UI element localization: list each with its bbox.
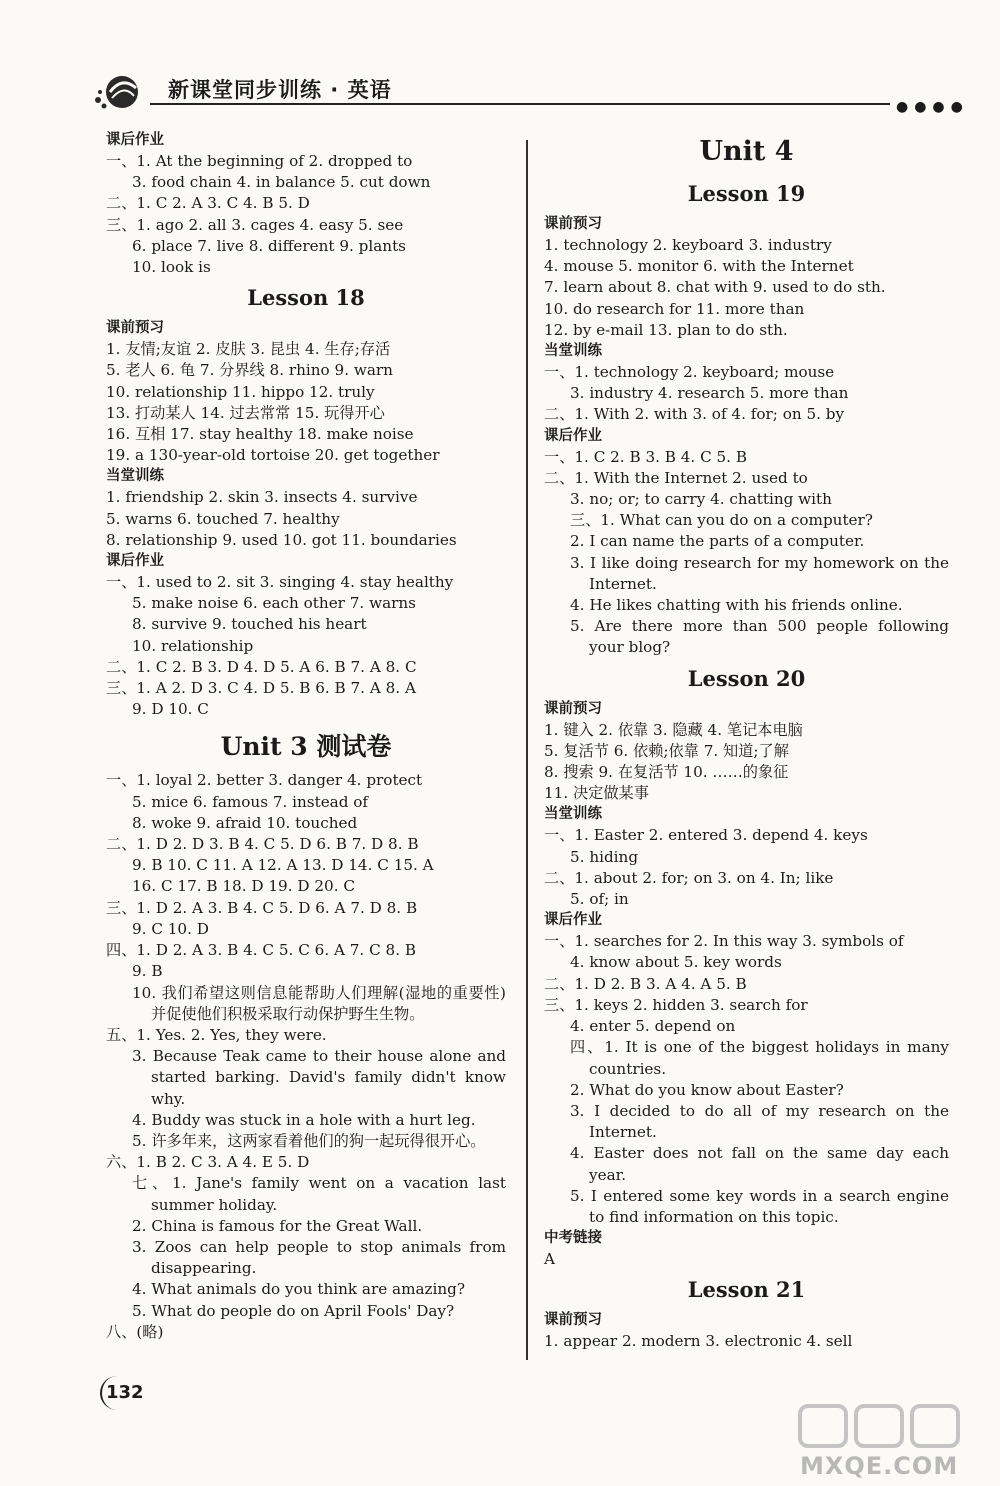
right-answer-line: 4. enter 5. depend on xyxy=(570,1017,736,1036)
right-answer-line: 二、1. about 2. for; on 3. on 4. In; like xyxy=(544,868,834,887)
column-divider xyxy=(526,140,528,1360)
right-answer-line: 一、1. technology 2. keyboard; mouse xyxy=(544,363,835,382)
right-answer-line: 4. know about 5. key words xyxy=(570,953,782,972)
right-answer-line: 3. no; or; to carry 4. chatting with xyxy=(570,490,832,509)
left-unit-test-title: Unit 3 测试卷 xyxy=(220,732,392,762)
left-answer-line: 三、1. ago 2. all 3. cages 4. easy 5. see xyxy=(106,215,404,234)
left-answer-line: 10. relationship 11. hippo 12. truly xyxy=(106,382,375,401)
right-section-heading: 课后作业 xyxy=(544,912,602,929)
right-answer-item: 2. What do you know about Easter? xyxy=(570,1080,844,1099)
right-answer-item: 4. Easter does not fall on the same day each year. xyxy=(570,1144,949,1184)
book-logo-icon xyxy=(92,70,150,112)
page-header xyxy=(0,0,1000,115)
right-answer-line: 11. 决定做某事 xyxy=(544,784,649,803)
right-answer-line: 二、1. With 2. with 3. of 4. for; on 5. by xyxy=(544,405,845,424)
book-title: 新课堂同步训练 · 英语 xyxy=(168,78,392,102)
left-answer-line: 10. look is xyxy=(132,258,211,277)
left-answer-line: 10. relationship xyxy=(132,636,254,655)
left-answer-line: 13. 打动某人 14. 过去常常 15. 玩得开心 xyxy=(106,403,385,422)
left-section-heading: 课前预习 xyxy=(106,320,164,337)
right-answer-line: 10. do research for 11. more than xyxy=(544,299,805,318)
right-section-heading: 课前预习 xyxy=(544,216,602,232)
left-section-heading: 当堂训练 xyxy=(106,468,164,485)
right-section-heading: 课前预习 xyxy=(544,700,602,717)
left-answer-item: 4. What animals do you think are amazing? xyxy=(132,1280,466,1299)
left-answer-line: 16. C 17. B 18. D 19. D 20. C xyxy=(132,877,355,896)
right-answer-line: 1. technology 2. keyboard 3. industry xyxy=(544,236,832,254)
left-answer-line: 六、1. B 2. C 3. A 4. E 5. D xyxy=(106,1153,310,1172)
left-answer-line: 二、1. D 2. D 3. B 4. C 5. D 6. B 7. D 8. B xyxy=(106,835,419,854)
left-answer-line: 一、1. At the beginning of 2. dropped to xyxy=(106,152,413,170)
right-answer-item: 3. I like doing research for my homework on the Internet. xyxy=(570,553,949,593)
right-answer-line: 三、1. keys 2. hidden 3. search for xyxy=(544,995,808,1014)
left-answer-line: 9. D 10. C xyxy=(132,700,209,719)
left-answer-line: 1. friendship 2. skin 3. insects 4. survive xyxy=(106,488,418,507)
left-answer-line: 5. warns 6. touched 7. healthy xyxy=(106,509,340,528)
right-answer-item: 5. I entered some key words in a search engine to find information on this topic. xyxy=(570,1186,949,1226)
left-answer-item: 4. Buddy was stuck in a hole with a hurt leg. xyxy=(132,1110,476,1129)
left-answer-item: 5. 许多年来，这两家看着他们的狗一起玩得很开心。 xyxy=(132,1131,486,1150)
left-answer-item: 2. China is famous for the Great Wall. xyxy=(132,1216,423,1235)
right-answer-line: 5. 复活节 6. 依赖;依靠 7. 知道;了解 xyxy=(544,741,789,760)
header-rule xyxy=(150,103,890,105)
right-answer-line: 一、1. searches for 2. In this way 3. symbols of xyxy=(544,932,904,951)
right-unit-title: Unit 4 xyxy=(699,136,794,167)
left-answer-line: 16. 互相 17. stay healthy 18. make noise xyxy=(106,425,414,444)
right-answer-item: 四、1. It is one of the biggest holidays in many countries. xyxy=(570,1038,949,1078)
left-answer-line: 5. 老人 6. 龟 7. 分界线 8. rhino 9. warn xyxy=(106,361,393,380)
right-answer-line: 3. industry 4. research 5. more than xyxy=(570,384,849,403)
right-answer-item: 5. Are there more than 500 people following your blog? xyxy=(570,617,949,657)
left-answer-item: 10. 我们希望这则信息能帮助人们理解(湿地的重要性)并促使他们积极采取行动保护野生生物。 xyxy=(132,983,506,1023)
right-answer-line: 1. 键入 2. 依靠 3. 隐藏 4. 笔记本电脑 xyxy=(544,720,803,739)
right-answer-line: A xyxy=(544,1250,555,1269)
right-answer-line: 一、1. C 2. B 3. B 4. C 5. B xyxy=(544,447,747,466)
left-answer-line: 3. food chain 4. in balance 5. cut down xyxy=(132,173,431,192)
right-answer-item: 3. I decided to do all of my research on the Internet. xyxy=(570,1101,949,1142)
right-answer-item: 4. He likes chatting with his friends online. xyxy=(570,596,903,615)
left-answer-line: 一、1. used to 2. sit 3. singing 4. stay healthy xyxy=(106,573,454,592)
right-answer-item: 2. I can name the parts of a computer. xyxy=(570,532,865,551)
header-dots-decoration: ●●●● xyxy=(896,99,969,115)
right-section-heading: 课前预习 xyxy=(544,1312,602,1329)
right-lesson-title: Lesson 20 xyxy=(687,665,806,691)
left-answer-item: 3. Because Teak came to their house alone and started barking. David's family didn't know why. xyxy=(132,1047,506,1108)
left-answer-line: 一、1. loyal 2. better 3. danger 4. protect xyxy=(106,771,423,790)
left-answer-item: 七、1. Jane's family went on a vacation last summer holiday. xyxy=(132,1174,506,1214)
right-answer-line: 4. mouse 5. monitor 6. with the Internet xyxy=(544,257,854,276)
right-section-heading: 当堂训练 xyxy=(544,806,602,823)
watermark-text: MXQE.COM xyxy=(800,1452,959,1480)
right-answer-item: 三、1. What can you do on a computer? xyxy=(570,511,873,530)
left-answer-line: 三、1. D 2. A 3. B 4. C 5. D 6. A 7. D 8. B xyxy=(106,898,418,917)
right-answer-line: 一、1. Easter 2. entered 3. depend 4. keys xyxy=(544,826,868,845)
left-section-heading: 课后作业 xyxy=(106,553,164,570)
right-answer-line: 5. hiding xyxy=(570,847,639,866)
right-answer-line: 5. of; in xyxy=(570,890,629,909)
left-answer-line: 五、1. Yes. 2. Yes, they were. xyxy=(106,1025,327,1044)
left-answer-item: 5. What do people do on April Fools' Day? xyxy=(132,1301,455,1320)
left-answer-line: 8. woke 9. afraid 10. touched xyxy=(132,813,358,832)
left-answer-line: 6. place 7. live 8. different 9. plants xyxy=(132,236,406,255)
left-answer-line: 9. B xyxy=(132,962,163,981)
left-column xyxy=(106,130,506,1343)
left-answer-line: 二、1. C 2. B 3. D 4. D 5. A 6. B 7. A 8. C xyxy=(106,657,417,676)
left-answer-line: 19. a 130-year-old tortoise 20. get together xyxy=(106,446,440,465)
left-answer-line: 9. B 10. C 11. A 12. A 13. D 14. C 15. A xyxy=(132,856,434,875)
left-answer-line: 1. 友情;友谊 2. 皮肤 3. 昆虫 4. 生存;存活 xyxy=(106,340,391,359)
page-number: 132 xyxy=(106,1382,144,1403)
right-section-heading: 当堂训练 xyxy=(544,343,602,360)
right-answer-line: 7. learn about 8. chat with 9. used to do sth. xyxy=(544,278,886,297)
right-section-heading: 课后作业 xyxy=(544,427,602,444)
left-answer-line: 9. C 10. D xyxy=(132,919,209,938)
right-answer-line: 8. 搜索 9. 在复活节 10. ……的象征 xyxy=(544,763,789,782)
left-answer-line: 8. relationship 9. used 10. got 11. boundaries xyxy=(106,530,457,549)
left-answer-item: 3. Zoos can help people to stop animals from disappearing. xyxy=(132,1237,506,1278)
right-lesson-title: Lesson 21 xyxy=(687,1277,806,1303)
left-answer-line: 四、1. D 2. A 3. B 4. C 5. C 6. A 7. C 8. B xyxy=(106,941,417,960)
left-answer-line: 8. survive 9. touched his heart xyxy=(132,615,367,634)
right-answer-line: 二、1. With the Internet 2. used to xyxy=(544,468,808,487)
left-answer-line: 八、(略) xyxy=(106,1322,164,1341)
right-answer-line: 12. by e-mail 13. plan to do sth. xyxy=(544,320,788,339)
left-answer-line: 5. mice 6. famous 7. instead of xyxy=(132,792,369,811)
right-lesson-title: Lesson 19 xyxy=(687,181,806,206)
right-answer-line: 二、1. D 2. B 3. A 4. A 5. B xyxy=(544,974,747,993)
left-answer-line: 二、1. C 2. A 3. C 4. B 5. D xyxy=(106,194,310,213)
right-answer-line: 1. appear 2. modern 3. electronic 4. sell xyxy=(544,1332,853,1351)
left-section-heading: 课后作业 xyxy=(106,132,164,148)
left-answer-line: 三、1. A 2. D 3. C 4. D 5. B 6. B 7. A 8. A xyxy=(106,679,416,698)
right-column xyxy=(544,130,949,1353)
right-section-heading: 中考链接 xyxy=(544,1230,602,1247)
left-answer-line: 5. make noise 6. each other 7. warns xyxy=(132,594,416,613)
left-lesson-title: Lesson 18 xyxy=(247,285,365,311)
